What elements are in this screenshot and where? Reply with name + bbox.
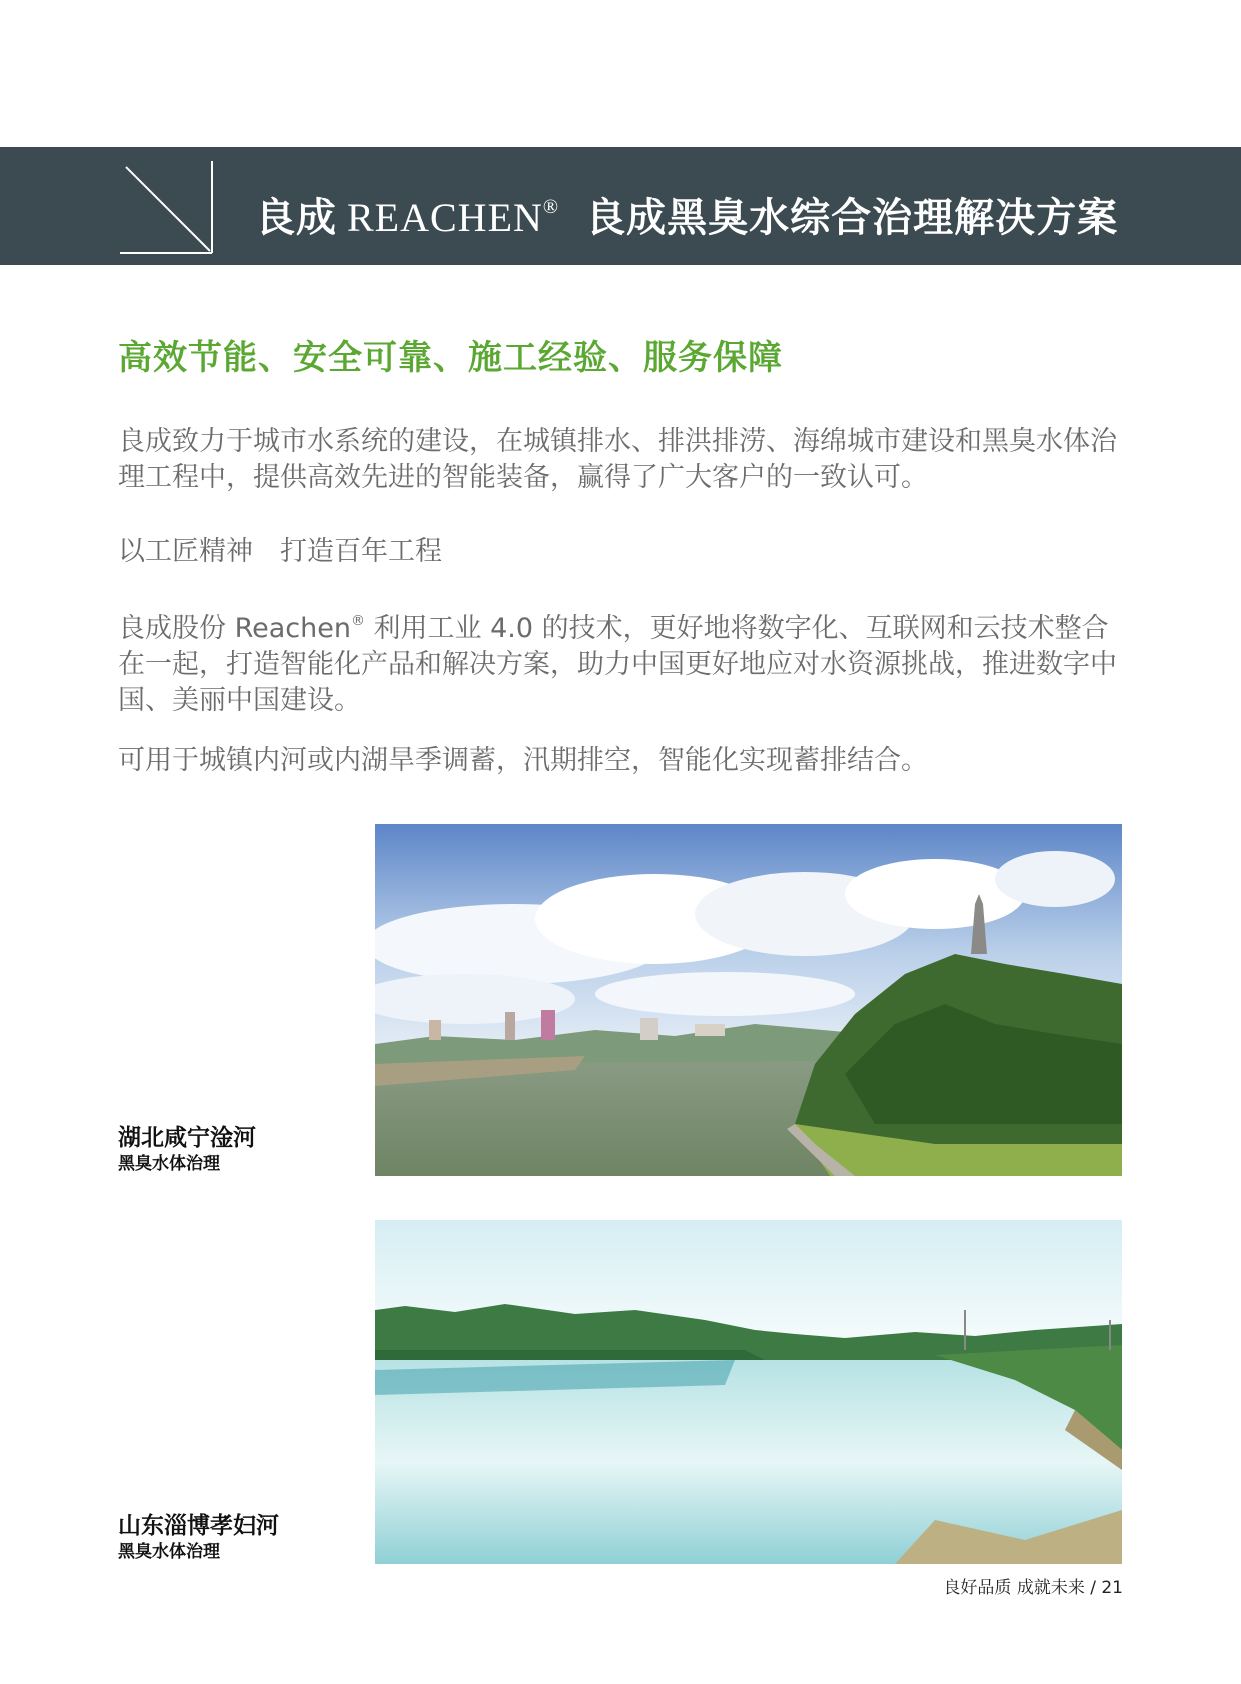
technology-paragraph — [118, 603, 1128, 719]
photo-xianning-river — [375, 824, 1122, 1176]
case-subtitle: 黑臭水体治理 — [118, 1154, 220, 1174]
header-band — [0, 147, 1241, 265]
solution-title: 良成黑臭水综合治理解决方案 — [585, 195, 1119, 241]
craftsman-line: 以工匠精神 打造百年工程 — [118, 536, 442, 567]
registered-mark: ® — [542, 196, 560, 218]
tech-text-start: 良成股份 Reachen — [118, 613, 351, 644]
page-title — [255, 179, 1119, 241]
case-caption-2 — [118, 1511, 279, 1563]
case-subtitle: 黑臭水体治理 — [118, 1542, 220, 1562]
application-paragraph: 可用于城镇内河或内湖旱季调蓄，汛期排空，智能化实现蓄排结合。 — [118, 745, 928, 776]
brand-name-cn: 良成 — [255, 195, 337, 241]
case-title: 湖北咸宁淦河 — [118, 1125, 256, 1151]
photo-zibo-river — [375, 1220, 1122, 1564]
registered-mark-small: ® — [350, 613, 365, 629]
case-title: 山东淄博孝妇河 — [118, 1513, 279, 1539]
slogan-heading: 高效节能、安全可靠、施工经验、服务保障 — [118, 338, 783, 378]
arrow-down-right-icon — [120, 161, 220, 255]
brand-name-en: REACHEN — [347, 195, 543, 240]
tech-text-rest: 利用工业 4.0 的技术，更好地将数字化、互联网和云技术整合在一起，打造智能化产品和解决方案，助力中国更好地应对水资源挑战，推进数字中国、美丽中国建设。 — [118, 613, 1117, 716]
intro-paragraph: 良成致力于城市水系统的建设，在城镇排水、排洪排涝、海绵城市建设和黑臭水体治理工程中，提供高效先进的智能装备，赢得了广大客户的一致认可。 — [118, 426, 1117, 493]
page-footer: 良好品质 成就未来 / 21 — [943, 1578, 1123, 1598]
case-caption-1 — [118, 1123, 256, 1175]
